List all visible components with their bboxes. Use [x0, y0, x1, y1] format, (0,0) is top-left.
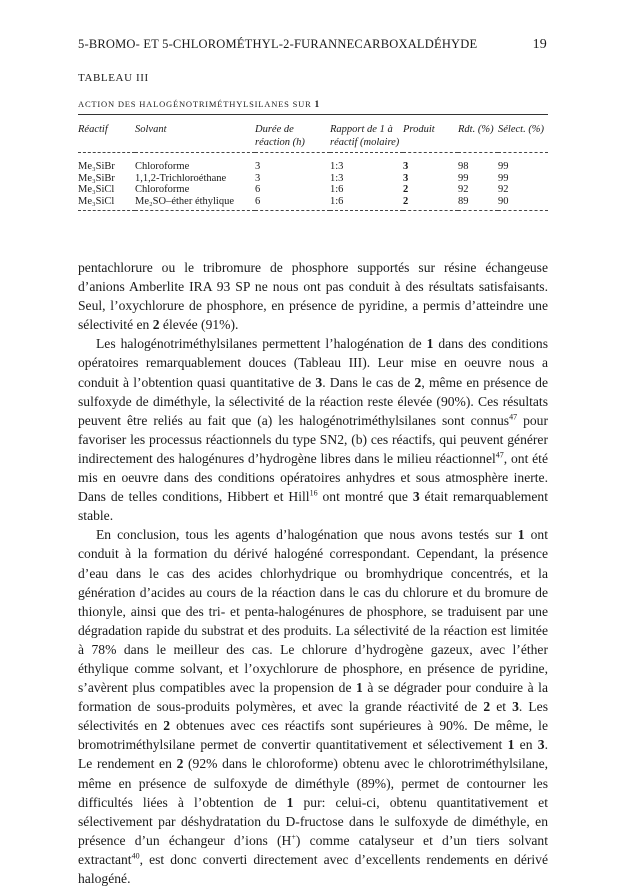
paragraph	[78, 525, 548, 888]
cell-select: 99	[498, 172, 509, 184]
cell-produit: 3	[403, 161, 409, 172]
text-run: -fructose dans le sulfoxyde de diméthyle, en présence d’un échangeur d’ions (H	[78, 813, 548, 848]
cell-rapport: 1:3	[330, 161, 344, 172]
paragraph	[78, 334, 548, 525]
text-run: élevée (91%).	[159, 317, 239, 333]
text-run: ont montré que	[317, 489, 413, 505]
text-run: ) comme catalyseur et d’un tiers solvant extractant	[78, 832, 548, 867]
cell-rdt: 99	[458, 172, 469, 184]
cell-select: 99	[498, 161, 509, 172]
text-run: N	[327, 431, 338, 447]
text-run: (92% dans le chloroforme) obtenu avec le chlorotriméthylsilane, même en présence de sulfoxyde de diméthyle (89%), permet de contourner les difficultés liées à l’obtention de	[78, 756, 548, 810]
compound-ref: 1	[286, 794, 294, 810]
table-title: TABLEAU III	[78, 72, 149, 84]
running-header	[78, 37, 547, 53]
text-run: En conclusion, tous les agents d’halogénation que nous avons testés sur	[96, 527, 518, 543]
text-run: . Les sélectivités en	[78, 699, 549, 734]
superscript: +	[291, 832, 296, 842]
cell-duree: 3	[255, 172, 261, 184]
cell-rapport: 1:3	[330, 172, 344, 184]
cell-rdt: 92	[458, 184, 469, 195]
cell-produit: 2	[403, 196, 458, 211]
text-run: . Dans le cas de	[322, 374, 415, 390]
table-caption-compound: 1	[314, 100, 321, 110]
cell-produit: 2	[403, 184, 409, 195]
table-header-row	[78, 115, 548, 153]
cell-reactif: Me₃SiCl	[78, 184, 115, 195]
results-table	[78, 114, 548, 211]
cell-select: 90	[498, 196, 548, 211]
col-header-solvant: Solvant	[135, 115, 255, 153]
compound-ref: 2	[163, 718, 171, 734]
text-run: , est donc converti directement avec d’excellents rendements en dérivé halogéné.	[78, 851, 548, 886]
compound-ref: 1	[517, 527, 525, 543]
text-run: 2, (b) ces réactifs, qui peuvent générer indirectement des halogénures d’hydrogène libres dans le milieu réactionnel	[78, 431, 548, 466]
table-row	[78, 173, 548, 185]
cell-rapport: 1:6	[330, 196, 403, 211]
col-header-produit: Produit	[403, 115, 458, 153]
citation-ref: 40	[131, 851, 140, 861]
text-run: en	[514, 737, 538, 753]
table-caption-text: ACTION DES HALOGÉNOTRIMÉTHYLSILANES SUR	[78, 99, 312, 109]
cell-duree: 3	[255, 161, 261, 172]
text-run: . Le rendement en	[78, 737, 548, 772]
col-header-reactif: Réactif	[78, 115, 135, 153]
compound-ref: 3	[537, 737, 545, 753]
cell-duree: 6	[255, 196, 330, 211]
compound-ref: 1	[507, 737, 515, 753]
compound-ref: 1	[426, 336, 434, 352]
text-run: à se dégrader pour conduire à la formation de sous-produits polymères, et avec la grande réactivité de	[78, 680, 548, 715]
compound-ref: 2	[483, 699, 491, 715]
citation-ref: 47	[509, 412, 518, 422]
cell-duree: 6	[255, 184, 261, 195]
cell-solvant: Me₂SO–éther éthylique	[135, 196, 255, 211]
compound-ref: 2	[414, 374, 422, 390]
cell-reactif: Me₃SiBr	[78, 161, 115, 172]
citation-ref: 16	[309, 488, 318, 498]
col-header-selectivite: Sélect. (%)	[498, 115, 548, 153]
text-run: obtenues avec ces réactifs sont supérieures à 90%. De même, le bromotriméthylsilane permet de convertir quantitativement et sélectivement	[78, 718, 548, 753]
col-header-rapport: Rapport de 1 à réactif (molaire)	[330, 115, 403, 153]
text-run: , ont été mis en oeuvre dans des conditions opératoires anhydres et sous atmosphère inerte. Dans de telles conditions, Hibbert et Hill	[78, 450, 548, 505]
text-run: Les halogénotriméthylsilanes permettent l’halogénation de	[96, 336, 427, 352]
page-number: 19	[532, 37, 547, 52]
text-run: , même en présence de sulfoxyde de diméthyle, la sélectivité de la réaction reste élevée (90%). Ces résultats peuvent être reliés au fait que (a) les halogénotriméthylsilanes sont connus	[78, 374, 548, 428]
text-run: dans des conditions opératoires remarquablement douces (Tableau III). Leur mise en oeuvre nous a conduit à l’obtention quasi quantitative de	[78, 336, 548, 390]
compound-ref: 2	[176, 756, 184, 772]
compound-ref: 1	[356, 680, 363, 696]
text-run: ont conduit à la formation du dérivé halogéné correspondant. Cependant, la présence d’eau dans le cas des acides chlorhydrique ou bromhydrique concentrés, et la génération d’acides au cours de la réaction dans le cas du chlorure et du bromure de thionyle, ainsi que des tri- et penta-halogénures de phosphore, se traduisent par une dégradation rapide du substrat et des produits. La sélectivité de la réaction est limitée à 78% dans le meilleur des cas. Le chlorure d’hydrogène gazeux, avec l’éther éthylique comme solvant, et l’oxychlorure de phosphore, en présence de pyridine, s’avèrent plus compatibles avec la propension de	[78, 527, 548, 696]
table-row	[78, 184, 548, 196]
text-run: D	[285, 813, 296, 829]
cell-select: 92	[498, 184, 509, 195]
citation-ref: 47	[495, 450, 504, 460]
text-run: pentachlorure ou le tribromure de phosphore supportés sur résine échangeuse d’anions Amberlite IRA 93 SP ne nous ont pas conduit à des résultats satisfaisants. Seul, l’oxychlorure de phosphore, en présence de pyridine, a permis d’atteindre une sélectivité en	[78, 260, 548, 333]
cell-reactif: Me₃SiCl	[78, 196, 135, 211]
text-run: était remarquablement stable.	[78, 489, 548, 524]
running-title: 5-BROMO- ET 5-CHLOROMÉTHYL-2-FURANNECARBOXALDÉHYDE	[78, 37, 478, 51]
table-row	[78, 196, 548, 211]
cell-solvant: 1,1,2-Trichloroéthane	[135, 172, 227, 184]
compound-ref: 3	[412, 489, 420, 505]
cell-rdt: 89	[458, 196, 498, 211]
body-text	[78, 258, 548, 888]
cell-solvant: Chloroforme	[135, 184, 190, 195]
table-caption	[78, 99, 320, 110]
paragraph	[78, 258, 548, 334]
col-header-duree: Durée de réaction (h)	[255, 115, 330, 153]
cell-rdt: 98	[458, 161, 469, 172]
compound-ref: 3	[315, 374, 323, 390]
compound-ref: 3	[512, 699, 519, 715]
text-run: pur: celui-ci, obtenu quantitativement et sélectivement par déshydratation du	[78, 794, 548, 829]
cell-produit: 3	[403, 172, 409, 184]
text-run: pour favoriser les processus réactionnels du type S	[78, 412, 548, 447]
text-run: et	[490, 699, 513, 715]
compound-ref: 2	[152, 317, 160, 333]
cell-rapport: 1:6	[330, 184, 344, 195]
table-row	[78, 153, 548, 173]
cell-solvant: Chloroforme	[135, 161, 190, 172]
col-header-rdt: Rdt. (%)	[458, 115, 498, 153]
cell-reactif: Me₃SiBr	[78, 172, 115, 184]
